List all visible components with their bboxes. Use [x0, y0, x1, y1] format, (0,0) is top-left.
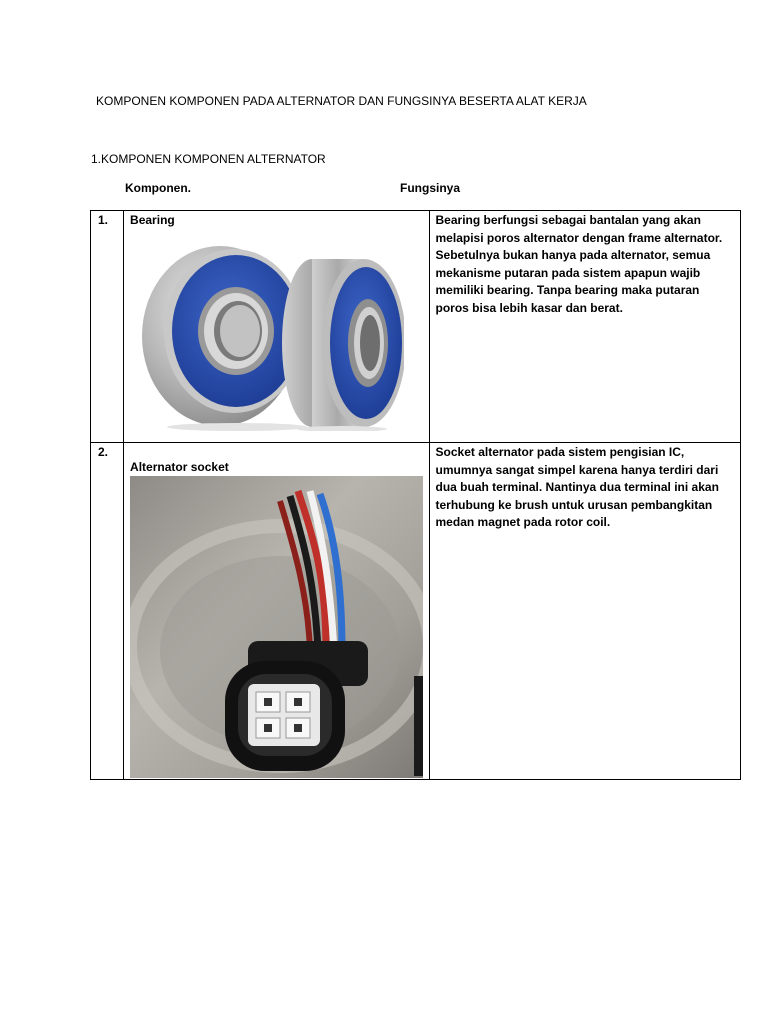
function-cell — [429, 443, 740, 780]
function-cell — [429, 211, 740, 443]
alternator-socket-photo — [130, 476, 423, 778]
column-header-component: Komponen. — [125, 181, 191, 195]
component-cell — [124, 443, 429, 780]
components-table — [90, 210, 741, 780]
row-number-cell — [91, 443, 124, 780]
function-description: Bearing berfungsi sebagai bantalan yang akan melapisi poros alternator dengan frame alternator. Sebetulnya bukan hanya pada alternator, semua mekanisme putaran pada sistem apapun wajib memiliki bearing. Tanpa bearing maka putaran poros bisa lebih kasar dan berat. — [435, 213, 723, 315]
document-title: KOMPONEN KOMPONEN PADA ALTERNATOR DAN FUNGSINYA BESERTA ALAT KERJA — [96, 94, 587, 108]
component-name: Alternator socket — [130, 460, 229, 474]
component-cell — [124, 211, 429, 443]
column-header-function: Fungsinya — [400, 181, 461, 195]
table-row — [91, 443, 741, 780]
bearing-photo — [142, 231, 404, 431]
row-number: 1. — [98, 213, 109, 227]
component-name: Bearing — [130, 213, 175, 227]
table-row — [91, 211, 741, 443]
row-number: 2. — [98, 445, 109, 459]
function-description: Socket alternator pada sistem pengisian IC, umumnya sangat simpel karena hanya terdiri dari dua buah terminal. Nantinya dua terminal ini akan terhubung ke brush untuk urusan pembangkitan medan magnet pada rotor coil. — [435, 445, 719, 529]
row-number-cell — [91, 211, 124, 443]
section-heading: 1.KOMPONEN KOMPONEN ALTERNATOR — [91, 152, 326, 166]
